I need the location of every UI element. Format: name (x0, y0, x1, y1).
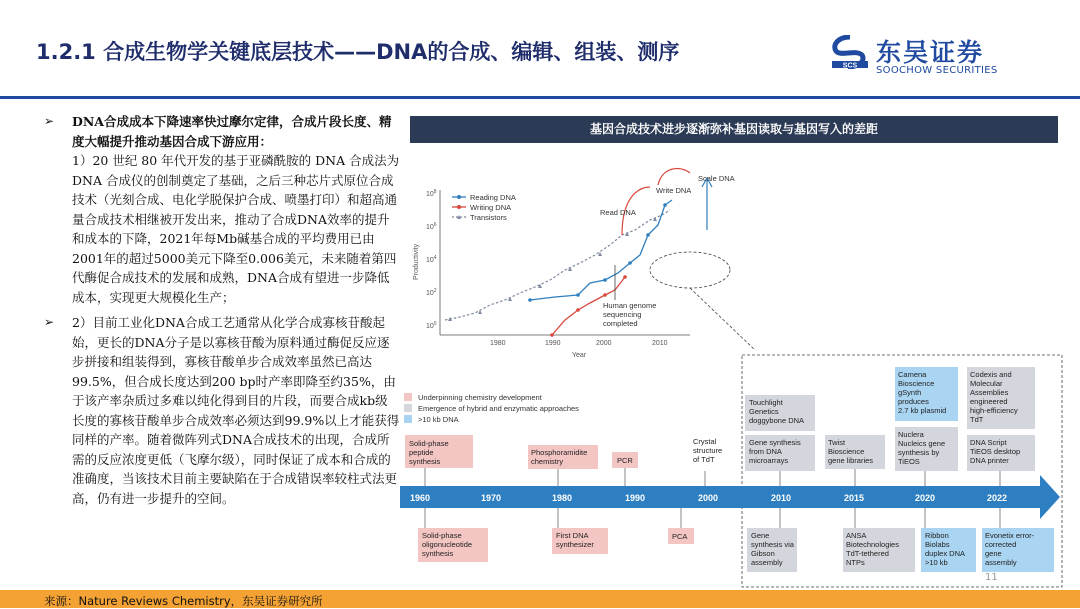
header-divider (0, 96, 1080, 99)
timeline-legend (404, 393, 579, 424)
page-title: 1.2.1 合成生物学关键底层技术——DNA的合成、编辑、组装、测序 (36, 40, 680, 64)
svg-text:Emergence of hybrid and enzyma: Emergence of hybrid and enzymatic approaches (418, 404, 579, 413)
top-box-twist (825, 435, 885, 486)
xtick-1990: 1990 (545, 340, 561, 347)
bottom-box-ribbon (921, 508, 976, 572)
svg-text:2022: 2022 (987, 493, 1008, 503)
top-box-pcr (612, 452, 638, 486)
svg-text:1980: 1980 (552, 493, 573, 503)
ytick-8: $10^8$ (426, 189, 437, 198)
top-box-codexis (967, 367, 1035, 429)
svg-text:Solid-phasepeptidesynthesis: Solid-phase peptide synthesis (409, 439, 449, 466)
top-box-camena (895, 367, 958, 421)
chart-y-ticks (426, 189, 437, 330)
chart-ylabel: Productivity (413, 243, 420, 280)
timeline-years (410, 493, 1007, 503)
ytick-2: $10^2$ (426, 288, 437, 297)
svg-text:CamenaBiosciencegSynthproduces: Camena Bioscience gSynth produces 2.7 kb plasmid (898, 370, 947, 415)
xtick-2010: 2010 (652, 340, 668, 347)
annot-read-dna: Read DNA (600, 208, 636, 217)
annot-scale-dna: Scale DNA (698, 174, 735, 183)
bullet-2-para: 2）目前工业化DNA合成工艺通常从化学合成寡核苷酸起始，更长的DNA分子是以寡核苷酸为原料通过酶促反应逐步拼接和组装得到，寡核苷酸单步合成效率虽然已高达99.5%，但合成长度达到200 bp时产率即降至约35%，由于该产率杂质过多难以纯化得到目的片段，而要合成kb级长度的寡核苷酸单步合成效率必须达到99.9%以上才能获得同样的产率。随着微阵列式DNA合成技术的出现，合成所需的反应浓度更低（飞摩尔级），同时保证了成本和合成的准确度，当该技术目前主要缺陷在于合成错误率较柱式法更高，仍有进一步提升的空间。 (72, 315, 400, 506)
bullet-arrow-icon: ➢ (44, 114, 55, 128)
bottom-box-first-synth (552, 508, 608, 554)
svg-text:Evonetix error-correctedgeneas: Evonetix error-corrected gene assembly (985, 531, 1035, 567)
chart-legend (452, 193, 516, 222)
svg-text:2015: 2015 (844, 493, 865, 503)
top-box-phosphoramidite (528, 445, 598, 486)
logo-english-name: SOOCHOW SECURITIES (876, 65, 998, 76)
page-number: 11 (985, 572, 998, 583)
svg-text:1970: 1970 (481, 493, 502, 503)
svg-text:2020: 2020 (915, 493, 936, 503)
annot-ellipse (650, 252, 730, 288)
body-text (44, 112, 400, 508)
svg-text:1960: 1960 (410, 493, 431, 503)
top-box-tdt (693, 437, 722, 486)
svg-text:Solid-phaseoligonucleotidesynt: Solid-phase oligonucleotide synthesis (422, 531, 473, 558)
ytick-4: $10^4$ (426, 255, 437, 264)
svg-text:2010: 2010 (771, 493, 792, 503)
svg-text:Phosphoramiditechemistry: Phosphoramidite chemistry (531, 448, 588, 466)
svg-text:RibbonBiolabsduplex DNA>10 kb: Ribbon Biolabs duplex DNA >10 kb (925, 531, 966, 567)
svg-text:1990: 1990 (625, 493, 646, 503)
top-box-dnascript (967, 435, 1035, 486)
bottom-box-gibson (747, 508, 797, 572)
top-box-touchlight (745, 395, 815, 431)
svg-text:TouchlightGeneticsdoggybone DN: Touchlight Genetics doggybone DNA (749, 398, 805, 425)
bottom-box-evonetix (982, 508, 1054, 572)
top-box-solid-peptide (405, 435, 473, 486)
annot-write-dna: Write DNA (656, 186, 692, 195)
series-reading-markers (528, 203, 667, 302)
bottom-box-ansa (843, 508, 915, 572)
svg-text:PCR: PCR (617, 456, 633, 465)
svg-text:NucleraNucleics genesynthesis: Nuclera Nucleics gene synthesis by TiEOS (898, 430, 946, 466)
legend-transistors: Transistors (470, 213, 507, 222)
bullet-1-para: 1）20 世纪 80 年代开发的基于亚磷酰胺的 DNA 合成法为 DNA 合成仪的创制奠定了基础，之后三种芯片式原位合成技术（光刻合成、电化学脱保护合成、喷墨打印）和超高通量合成技术相继被开发出来，推动了合成DNA效率的提升和成本的下降，2021年每Mb碱基合成的平均费用已由2001年的超过5000美元下降至0.006美元，未来随着第四代酶促合成技术的发展和成熟，DNA合成有望进一步降低成本，实现更大规模化生产； (72, 153, 400, 305)
annot-genome: Human genome sequencing completed (603, 301, 657, 328)
legend-writing: Writing DNA (470, 203, 512, 212)
bottom-box-pca (668, 508, 694, 544)
figure-graphic (400, 145, 1070, 590)
svg-text:SCS: SCS (842, 62, 858, 69)
soochow-logo-icon (830, 35, 870, 69)
top-box-nuclera (895, 427, 958, 486)
bullet-2 (44, 313, 400, 508)
ytick-6: $10^6$ (426, 222, 437, 231)
ytick-0: $10^0$ (426, 321, 437, 330)
svg-text:>10 kb DNA: >10 kb DNA (418, 415, 459, 424)
svg-text:Underpinning chemistry develop: Underpinning chemistry development (418, 393, 542, 402)
bullet-arrow-icon: ➢ (44, 315, 55, 329)
chart-xlabel: Year (572, 352, 587, 359)
bottom-box-oligo (418, 508, 488, 562)
svg-text:DNA ScriptTiEOS desktopDNA pri: DNA Script TiEOS desktop DNA printer (970, 438, 1021, 465)
legend-reading: Reading DNA (470, 193, 516, 202)
figure-banner: 基因合成技术进步逐渐弥补基因读取与基因写入的差距 (410, 116, 1058, 143)
company-logo (830, 33, 1030, 81)
svg-text:2000: 2000 (698, 493, 719, 503)
svg-text:TwistBiosciencegene libraries: Twist Bioscience gene libraries (828, 438, 874, 465)
source-note: 来源：Nature Reviews Chemistry，东吴证券研究所 (44, 594, 323, 608)
svg-text:PCA: PCA (672, 532, 688, 541)
svg-text:ANSABiotechnologiesTdT-tethere: ANSA Biotechnologies TdT-tethered NTPs (846, 531, 899, 567)
svg-text:Codexis andMolecularAssemblies: Codexis and Molecular Assemblies engineered high-efficiency TdT (970, 370, 1018, 424)
top-box-microarrays (745, 435, 815, 486)
svg-text:Genesynthesis viaGibsonassembl: Gene synthesis via Gibson assembly (751, 531, 794, 567)
xtick-2000: 2000 (596, 340, 612, 347)
bullet-1 (44, 112, 400, 307)
svg-text:First DNAsynthesizer: First DNA synthesizer (556, 531, 594, 549)
logo-chinese-name: 东吴证券 (876, 38, 985, 67)
svg-text:Gene synthesisfrom DNAmicroarr: Gene synthesis from DNA microarrays (749, 438, 801, 465)
bullet-1-heading: DNA合成成本下降速率快过摩尔定律，合成片段长度、精度大幅提升推动基因合成下游应用： (72, 114, 392, 149)
svg-text:Crystalstructureof TdT: Crystal structure of TdT (693, 437, 723, 464)
xtick-1980: 1980 (490, 340, 506, 347)
